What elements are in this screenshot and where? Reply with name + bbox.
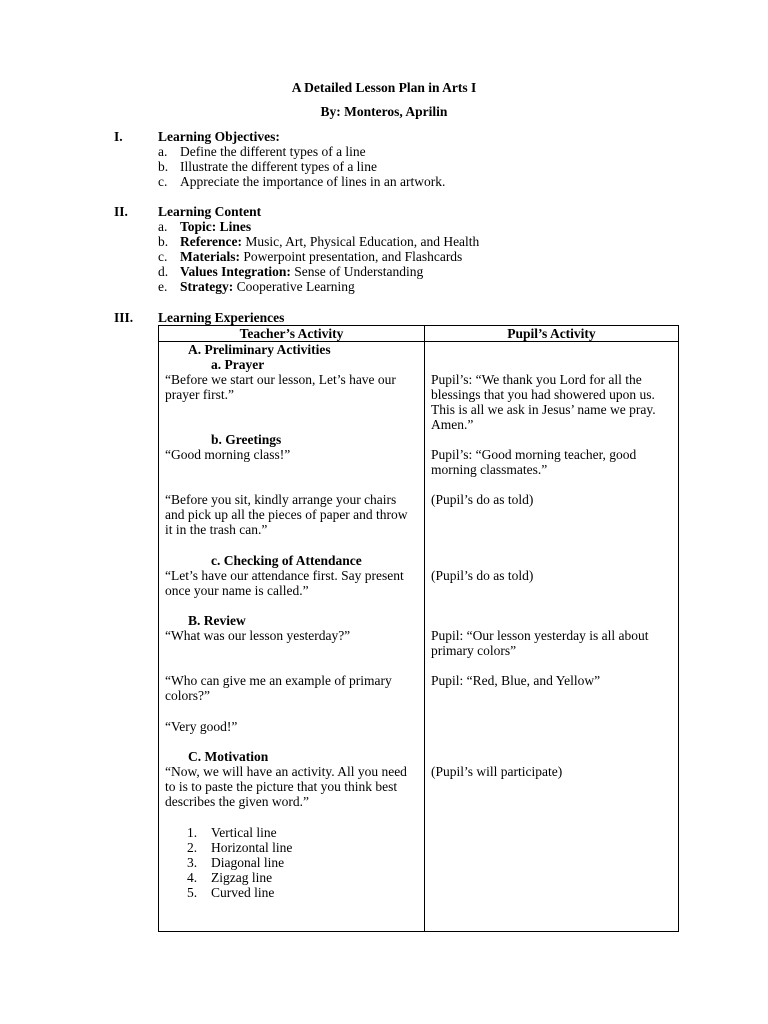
item-text: Powerpoint presentation, and Flashcards: [239, 249, 463, 264]
prayer-text: “Before we start our lesson, Let’s have our prayer first.”: [165, 372, 396, 402]
list-number: 1.: [187, 825, 198, 840]
content-item: [158, 219, 251, 234]
list-item: [187, 840, 292, 855]
motivation-text: “Now, we will have an activity. All you need to is to paste the picture that you think best describes the given word.”: [165, 764, 407, 809]
prayer-heading: a. Prayer: [211, 357, 265, 372]
list-text: Zigzag line: [211, 870, 273, 885]
list-text: Horizontal line: [211, 840, 293, 855]
content-item: [158, 264, 423, 279]
item-letter: c.: [158, 174, 168, 189]
author-byline: By: Monteros, Aprilin: [320, 104, 448, 119]
list-item: [187, 885, 274, 900]
pupil-told-text: (Pupil’s do as told): [431, 492, 534, 507]
item-label: Strategy:: [180, 279, 234, 294]
item-label: Values Integration:: [180, 264, 291, 279]
item-letter: d.: [158, 264, 169, 279]
item-text: Define the different types of a line: [180, 144, 366, 159]
content-heading: Learning Content: [158, 204, 262, 219]
greetings-text: “Good morning class!”: [165, 447, 291, 462]
pupil-prayer-text: Pupil’s: “We thank you Lord for all the blessings that you had showered upon us. This is all we ask in Jesus’ name we pray. Amen.”: [431, 372, 656, 432]
pupil-review-text: Pupil: “Our lesson yesterday is all about primary colors”: [431, 628, 649, 658]
item-letter: b.: [158, 234, 169, 249]
teacher-column-header: Teacher’s Activity: [159, 326, 425, 342]
very-good-text: “Very good!”: [165, 719, 238, 734]
objectives-heading: Learning Objectives:: [158, 129, 280, 144]
list-item: [187, 870, 272, 885]
item-letter: a.: [158, 219, 168, 234]
list-item: [187, 855, 284, 870]
example-text: “Who can give me an example of primary colors?”: [165, 673, 392, 703]
content-item: [158, 249, 462, 264]
item-letter: a.: [158, 144, 168, 159]
activity-table: [158, 325, 679, 932]
attendance-text: “Let’s have our attendance first. Say present once your name is called.”: [165, 568, 404, 598]
section-numeral-ii: II.: [114, 204, 128, 219]
content-item: [158, 279, 355, 294]
item-text: Music, Art, Physical Education, and Health: [241, 234, 480, 249]
item-letter: c.: [158, 249, 168, 264]
preliminary-heading: A. Preliminary Activities: [188, 342, 331, 357]
list-number: 2.: [187, 840, 198, 855]
table-row: [159, 342, 679, 932]
teacher-activity-cell: [159, 342, 425, 932]
item-label: Materials:: [180, 249, 240, 264]
item-label: Reference:: [180, 234, 242, 249]
list-text: Vertical line: [211, 825, 277, 840]
content-item: [158, 234, 479, 249]
experiences-heading: Learning Experiences: [158, 310, 285, 325]
motivation-heading: C. Motivation: [188, 749, 269, 764]
item-text: Appreciate the importance of lines in an artwork.: [180, 174, 446, 189]
list-number: 4.: [187, 870, 198, 885]
item-label: Topic: Lines: [180, 219, 252, 234]
item-text: Sense of Understanding: [290, 264, 424, 279]
attendance-heading: c. Checking of Attendance: [211, 553, 362, 568]
table-header-row: [159, 326, 679, 342]
objective-item: [158, 144, 366, 159]
list-text: Diagonal line: [211, 855, 285, 870]
objective-item: [158, 174, 445, 189]
pupil-activity-cell: [425, 342, 679, 932]
list-item: [187, 825, 277, 840]
item-text: Cooperative Learning: [233, 279, 355, 294]
pupil-participate-text: (Pupil’s will participate): [431, 764, 563, 779]
list-number: 3.: [187, 855, 198, 870]
item-text: Illustrate the different types of a line: [180, 159, 377, 174]
greetings-heading: b. Greetings: [211, 432, 282, 447]
arrange-text: “Before you sit, kindly arrange your chairs and pick up all the pieces of paper and throw it in the trash can.”: [165, 492, 408, 537]
document-title: A Detailed Lesson Plan in Arts I: [291, 80, 477, 95]
review-text: “What was our lesson yesterday?”: [165, 628, 351, 643]
item-letter: b.: [158, 159, 169, 174]
section-numeral-i: I.: [114, 129, 123, 144]
list-number: 5.: [187, 885, 198, 900]
pupil-greeting-text: Pupil’s: “Good morning teacher, good morning classmates.”: [431, 447, 637, 477]
pupil-told-text-2: (Pupil’s do as told): [431, 568, 534, 583]
list-text: Curved line: [211, 885, 275, 900]
pupil-colors-text: Pupil: “Red, Blue, and Yellow”: [431, 673, 601, 688]
objective-item: [158, 159, 377, 174]
item-letter: e.: [158, 279, 168, 294]
section-numeral-iii: III.: [114, 310, 134, 325]
review-heading: B. Review: [188, 613, 246, 628]
pupil-column-header: Pupil’s Activity: [425, 326, 679, 342]
